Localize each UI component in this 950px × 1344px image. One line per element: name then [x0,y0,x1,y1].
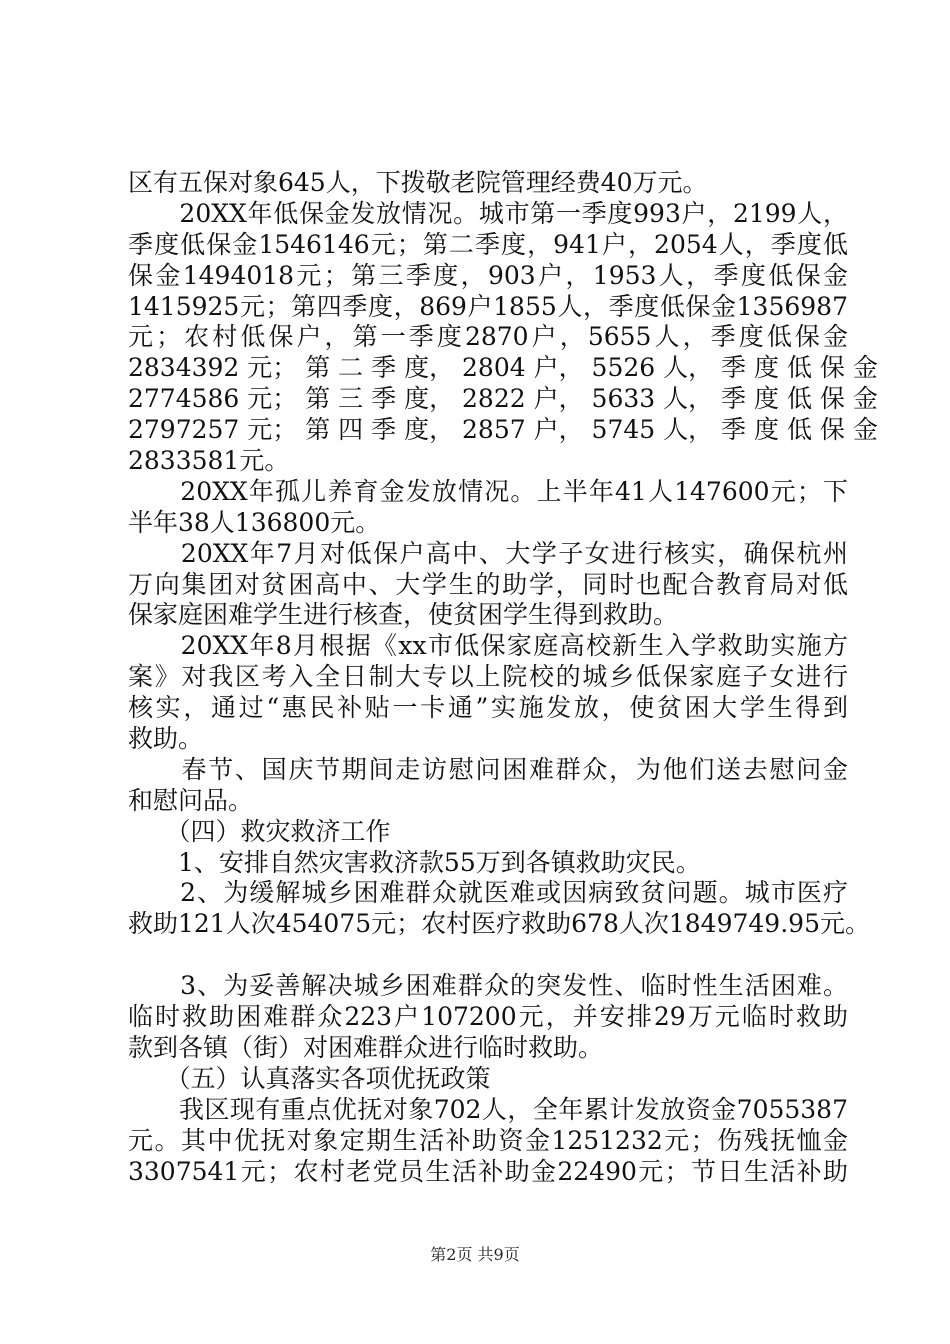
text-line: 季度低保金1546146元；第二季度，941户，2054人，季度低 [128,229,848,259]
document-body [128,168,878,1187]
text-line: 3307541元；农村老党员生活补助金22490元；节日生活补助 [128,1156,848,1186]
text-line: 保金1494018元；第三季度，903户，1953人，季度低保金 [128,260,848,290]
text-line: 保家庭困难学生进行核查，使贫困学生得到救助。 [128,600,679,630]
page-footer [0,1242,950,1265]
text-line: 2、为缓解城乡困难群众就医难或因病致贫问题。城市医疗 [128,878,848,908]
text-line: 2834392 元； 第 二 季 度， 2804 户， 5526 人， 季 度 低 保 金 [128,353,878,383]
text-line: 案》对我区考入全日制大专以上院校的城乡低保家庭子女进行 [128,662,848,692]
text-line: 1、安排自然灾害救济款55万到各镇救助灾民。 [128,847,701,877]
page-number: 第2页 共9页 [430,1245,520,1264]
text-line: 1415925元；第四季度，869户1855人，季度低保金1356987 [128,291,848,321]
text-line: 元。其中优抚对象定期生活补助资金1251232元；伤残抚恤金 [128,1125,848,1155]
text-line: 救助121人次454075元；农村医疗救助678人次1849749.95元。 [128,909,870,939]
blank-line [128,940,848,971]
text-line: （五）认真落实各项优抚政策 [128,1063,491,1093]
text-line: （四）救灾救济工作 [128,816,391,846]
text-line: 20XX年7月对低保户高中、大学子女进行核实，确保杭州 [128,538,848,568]
text-line: 20XX年8月根据《xx市低保家庭高校新生入学救助实施方 [128,631,848,661]
text-line: 救助。 [128,724,204,754]
text-line: 核实，通过“惠民补贴一卡通”实施发放，使贫困大学生得到 [128,693,848,723]
text-line: 3、为妥善解决城乡困难群众的突发性、临时性生活困难。 [128,971,848,1001]
text-line: 2774586 元； 第 三 季 度， 2822 户， 5633 人， 季 度 低 保 金 [128,384,878,414]
text-line: 20XX年孤儿养育金发放情况。上半年41人147600元；下 [128,476,848,506]
text-line: 临时救助困难群众223户107200元，并安排29万元临时救助 [128,1002,848,1032]
text-line: 我区现有重点优抚对象702人，全年累计发放资金7055387 [128,1094,848,1124]
text-line: 2833581元。 [128,446,290,476]
text-line: 和慰问品。 [128,785,254,815]
text-line: 区有五保对象645人，下拨敬老院管理经费40万元。 [128,168,708,197]
text-line: 春节、国庆节期间走访慰问困难群众，为他们送去慰问金 [128,754,848,784]
text-line: 款到各镇（街）对困难群众进行临时救助。 [128,1032,604,1062]
text-line: 万向集团对贫困高中、大学生的助学，同时也配合教育局对低 [128,569,848,599]
text-line: 元；农村低保户，第一季度2870户，5655人，季度低保金 [128,322,848,352]
text-line: 2797257 元； 第 四 季 度， 2857 户， 5745 人， 季 度 低 保 金 [128,415,878,445]
text-line: 20XX年低保金发放情况。城市第一季度993户，2199人， [128,198,848,228]
text-line: 半年38人136800元。 [128,507,381,537]
